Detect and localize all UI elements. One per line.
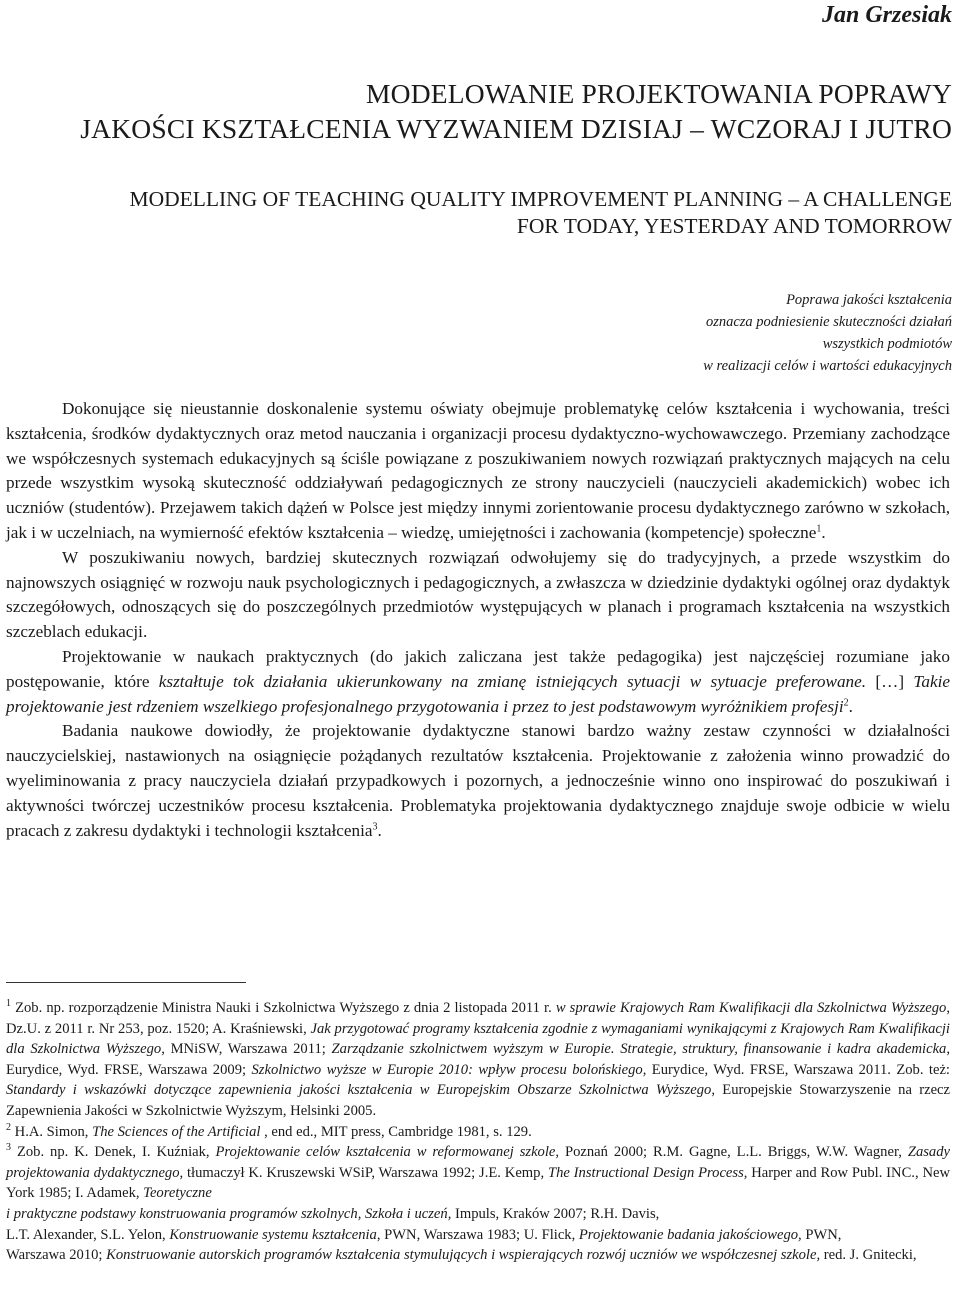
body-text (6, 397, 950, 843)
paragraph-4-text: Badania naukowe dowiodły, że projektowanie dydaktyczne stanowi bardzo ważny zestaw czynności w działalności nauczycielskiej, nastawionych na osiągnięcie pożądanych rezultatów kształcenia. Projektowanie z założenia winno prowadzić do wyeliminowania z pracy nauczyciela działań przypadkowych i pozornych, a jednocześnie winno ono inspirować do poszukiwań i aktywności twórczej uczestników procesu kształcenia. Problematyka projektowania dydaktycznego znajduje swoje odbicie w wielu pracach z zakresu dydaktyki i technologii kształcenia (6, 721, 950, 840)
paragraph-4 (6, 719, 950, 843)
footnote-3-text: Impuls, Kraków 2007; R.H. Davis, (451, 1205, 660, 1222)
footnote-3-citation: Teoretyczne (143, 1185, 212, 1202)
quote-italic-2: Takie projektowanie jest rdzeniem wszelkiego profesjonalnego przygotowania i przez to jest podstawowym wyróżnikiem profesji (6, 671, 950, 716)
paragraph-3-ellipsis: […] (866, 671, 914, 691)
footnote-3-citation: Projektowanie badania jakościowego, (578, 1226, 802, 1243)
motto-line-2: oznacza podniesienie skuteczności działań (705, 314, 952, 330)
footnote-1-citation: Zarządzanie szkolnictwem wyższym w Europie. Strategie, struktury, finansowanie i kadra akademicka (331, 1041, 947, 1058)
paragraph-3-end: . (848, 696, 853, 716)
footnote-1-text: , Eurydice, Wyd. FRSE, Warszawa 2011. Zob. też: (642, 1061, 950, 1078)
footnote-1-citation: w sprawie Krajowych Ram Kwalifikacji dla Szkolnictwa Wyższego (555, 1000, 947, 1016)
footnote-1-text: , Europejskie Stowarzyszenie na rzecz Zapewnienia Jakości w Szkolnictwie Wyższym, Helsinki 2005. (6, 1082, 951, 1119)
footnote-1-text: , Eurydice, Wyd. FRSE, Warszawa 2009; (6, 1041, 950, 1078)
title-english-line-1: MODELLING OF TEACHING QUALITY IMPROVEMENT PLANNING – A CHALLENGE (129, 187, 952, 211)
footnote-ref-2[interactable]: 2 (843, 696, 849, 708)
paragraph-4-end: . (377, 820, 382, 840)
footnote-3-citation: Konstruowanie autorskich programów kształcenia stymulujących i wspierających rozwój uczniów we współczesnej szkole, (106, 1247, 821, 1264)
footnote-3-text: Zob. np. K. Denek, I. Kuźniak, (11, 1144, 216, 1161)
footnote-2-citation: The Sciences of the Artificial (92, 1123, 261, 1140)
footnote-ref-3[interactable]: 3 (372, 820, 378, 832)
footnote-2 (6, 1122, 950, 1143)
footnote-3-number: 3 (6, 1142, 11, 1154)
footnote-1-text: , Dz.U. z 2011 r. Nr 253, poz. 1520; A. Kraśniewski, (6, 1000, 951, 1037)
title-polish-line-2: JAKOŚCI KSZTAŁCENIA WYZWANIEM DZISIAJ – WCZORAJ I JUTRO (80, 113, 952, 144)
footnote-2-text: H.A. Simon, (11, 1123, 93, 1140)
paragraph-3 (6, 645, 950, 719)
footnote-3 (6, 1142, 950, 1266)
footnote-3-text: PWN, (801, 1226, 842, 1243)
footnote-separator (6, 982, 246, 983)
footnote-1-citation: Jak przygotować programy kształcenia zgodnie z wymaganiami wynikającymi z Krajowych Ram Kwalifikacji dla Szkolnictwa Wyższego (6, 1020, 950, 1058)
footnote-3-text: , Poznań 2000; R.M. Gagne, L.L. Briggs, W.W. Wagner, (555, 1144, 908, 1161)
paragraph-1-text: Dokonujące się nieustannie doskonalenie systemu oświaty obejmuje problematykę celów kształcenia i wychowania, treści kształcenia, środków dydaktycznych oraz metod nauczania i organizacji procesu dydaktyczno-wychowawczego. Przemiany zachodzące we współczesnych systemach edukacyjnych są ściśle powiązane z poszukiwaniem nowych rozwiązań praktycznych mających na celu przede wszystkim wysoką skuteczność oddziaływań pedagogicznych ze strony nauczycieli (nauczycieli akademickich) wobec ich uczniów (studentów). Przejawem takich dążeń w Polsce jest między innymi zorientowanie procesu dydaktycznego zarówno w szkołach, jak i w uczelniach, na wymierność efektów kształcenia – wiedzę, umiejętności i zachowania (kompetencje) społeczne (6, 399, 950, 542)
motto-line-3: wszystkich podmiotów (822, 336, 952, 352)
footnote-3-text: red. J. Gnitecki, (820, 1247, 917, 1264)
paragraph-2: W poszukiwaniu nowych, bardziej skutecznych rozwiązań odwołujemy się do tradycyjnych, a przede wszystkim do najnowszych osiągnięć w rozwoju nauk psychologicznych i pedagogicznych, a zwłaszcza w dziedzinie dydaktyki ogólnej oraz dydaktyk szczegółowych, odnoszących się do poszczególnych przedmiotów występujących w planach i programach kształcenia na wszystkich szczeblach edukacji. (6, 547, 950, 642)
title-polish-line-1: MODELOWANIE PROJEKTOWANIA POPRAWY (366, 78, 952, 109)
footnote-3-text: , PWN, Warszawa 1983; U. Flick, (376, 1226, 579, 1243)
paragraph-1-end: . (821, 522, 826, 542)
motto-line-1: Poprawa jakości kształcenia (786, 292, 952, 308)
footnote-1-number: 1 (6, 998, 11, 1010)
footnote-ref-1[interactable]: 1 (816, 523, 822, 535)
paragraph-3-text: Projektowanie w naukach praktycznych (do jakich zaliczana jest także pedagogika) jest najczęściej rozumiane jako postępowanie, które (6, 646, 950, 691)
footnote-3-citation: Konstruowanie systemu kształcenia (169, 1226, 377, 1243)
title-polish (0, 76, 952, 146)
footnote-3-citation: Projektowanie celów kształcenia w reformowanej szkole (215, 1144, 556, 1161)
quote-italic-1: kształtuje tok działania ukierunkowany na zmianę istniejących sytuacji w sytuacje preferowane. (158, 671, 867, 691)
footnote-2-text: , end ed., MIT press, Cambridge 1981, s. 129. (260, 1123, 532, 1140)
footnote-3-text: Harper and Row Publ. INC., New York 1985; I. Adamek, (6, 1164, 951, 1202)
epigraph-motto (532, 289, 952, 377)
footnote-1 (6, 998, 950, 1122)
footnote-3-text: , tłumaczył K. Kruszewski WSiP, Warszawa 1992; J.E. Kemp, (179, 1164, 548, 1181)
footnote-2-number: 2 (6, 1121, 11, 1133)
footnote-1-text: , MNiSW, Warszawa 2011; (161, 1041, 332, 1058)
footnote-3-text: Warszawa 2010; (6, 1247, 107, 1264)
footnotes (6, 998, 950, 1266)
title-english-line-2: FOR TODAY, YESTERDAY AND TOMORROW (516, 214, 952, 238)
motto-line-4: w realizacji celów i wartości edukacyjnych (703, 358, 952, 374)
footnote-3-citation: The Instructional Design Process, (547, 1164, 748, 1181)
footnote-3-citation: Zasady projektowania dydaktycznego (6, 1144, 950, 1181)
title-english (0, 186, 952, 240)
footnote-3-text: L.T. Alexander, S.L. Yelon, (6, 1226, 170, 1243)
author-name: Jan Grzesiak (821, 2, 952, 28)
footnote-1-text: Zob. np. rozporządzenie Ministra Nauki i Szkolnictwa Wyższego z dnia 2 listopada 2011 r. (11, 1000, 556, 1016)
footnote-1-citation: Szkolnictwo wyższe w Europie 2010: wpływ procesu bolońskiego (251, 1061, 643, 1078)
paragraph-1 (6, 397, 950, 546)
footnote-1-citation: Standardy i wskazówki dotyczące zapewnienia jakości kształcenia w Europejskim Obszarze Szkolnictwa Wyższego (6, 1082, 712, 1099)
footnote-3-citation: i praktyczne podstawy konstruowania programów szkolnych, Szkoła i uczeń, (6, 1205, 452, 1222)
